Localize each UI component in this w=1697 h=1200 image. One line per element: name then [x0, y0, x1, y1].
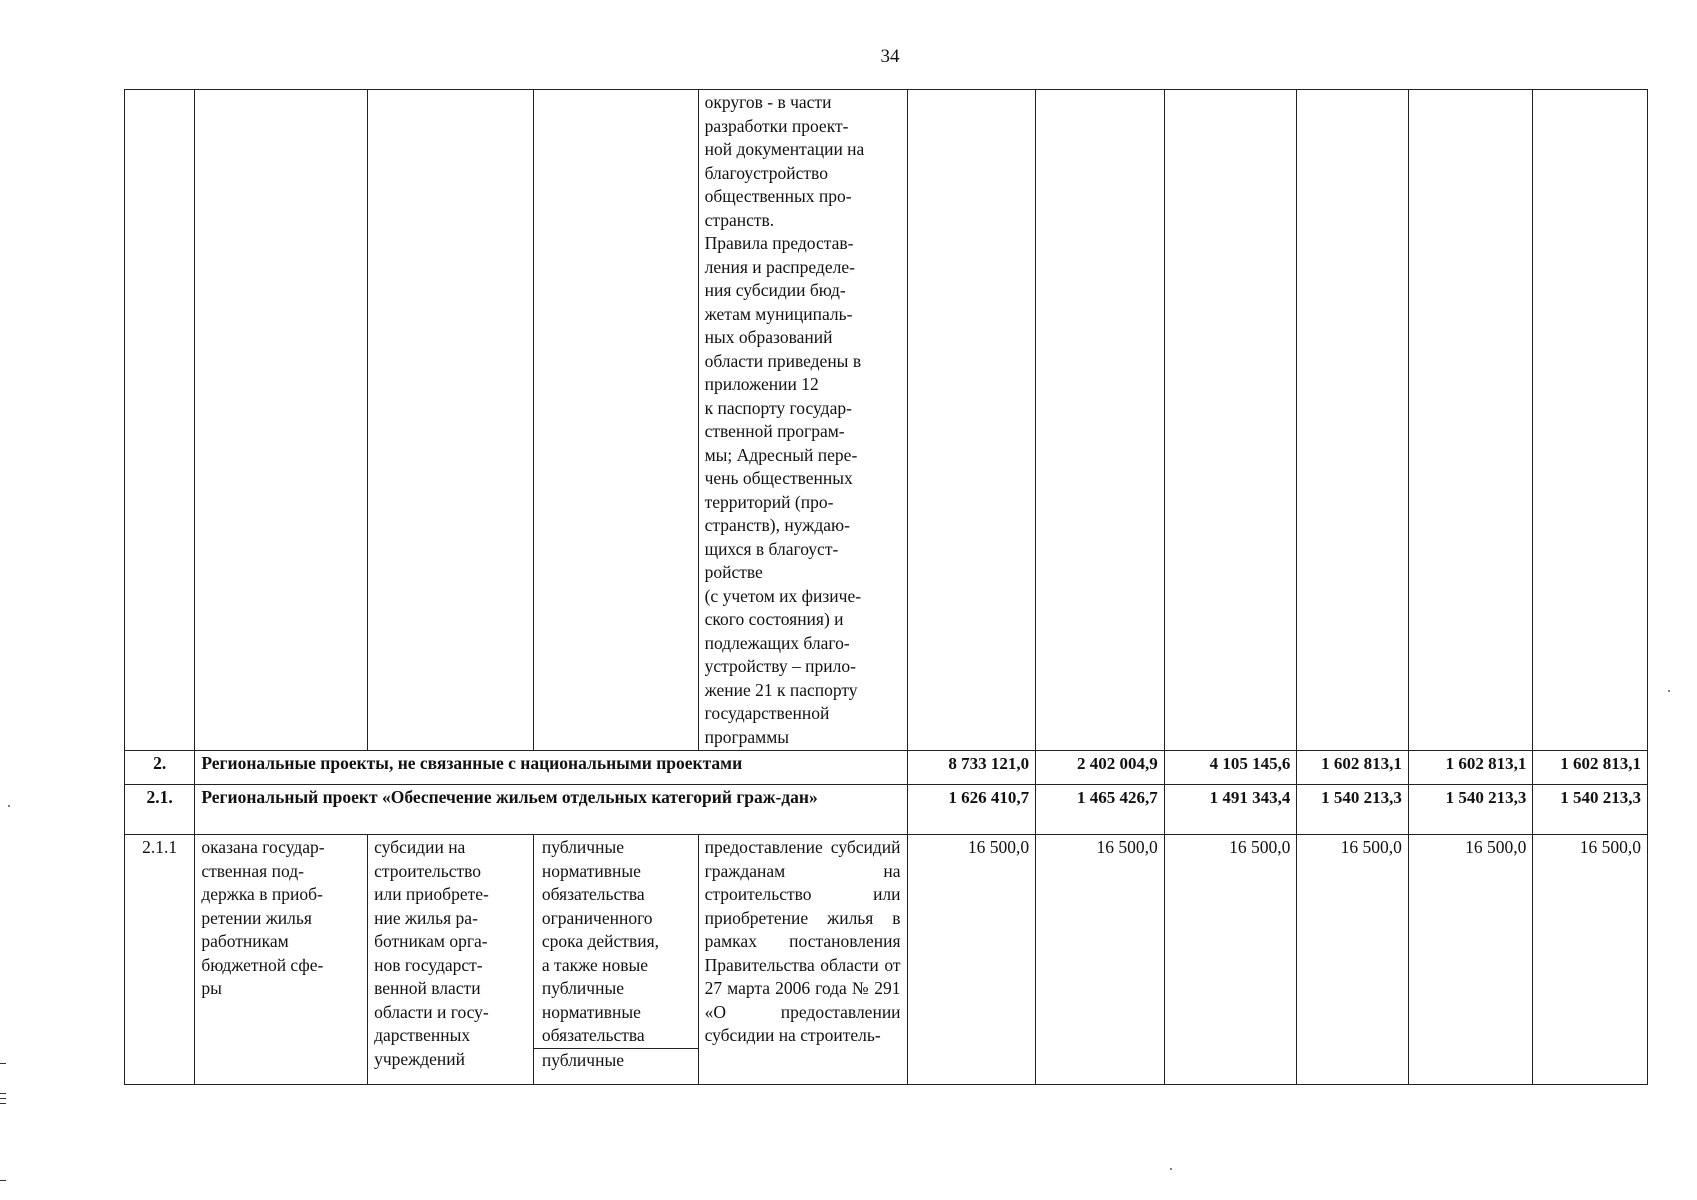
value-cell: 1 540 213,3 [1533, 785, 1648, 835]
value-cell: 2 402 004,9 [1036, 751, 1165, 785]
value-cell: 1 540 213,3 [1297, 785, 1409, 835]
value-cell: 16 500,0 [1408, 835, 1533, 1085]
obligation-bottom: публичные [541, 1049, 624, 1070]
value-cell: 16 500,0 [1164, 835, 1297, 1085]
value-cell [1408, 90, 1533, 751]
table-row-2 [125, 751, 1648, 785]
scan-speck [1170, 1168, 1172, 1170]
description-cell: округов - в части разработки проект- ной документации на благоустройство общественных про- странств. Правила предостав- ления и распределе- ния субсидии бюд- жетам муниципаль- ных образований области приведены в приложении 12 к паспорту государ- ственной програм- мы; Адресный пере- чень общественных территорий (про- странств), нуждаю- щихся в благоуст- ройстве (с учетом их физиче- ского состояния) и подлежащих благо- устройству – прило- жение 21 к паспорту государственной программы [698, 90, 907, 751]
value-cell [907, 90, 1036, 751]
value-cell: 1 626 410,7 [907, 785, 1036, 835]
value-cell: 1 465 426,7 [1036, 785, 1165, 835]
scan-margin-mark [0, 1098, 6, 1099]
value-cell: 8 733 121,0 [907, 751, 1036, 785]
budget-table [124, 89, 1648, 1085]
row-title: Региональный проект «Обеспечение жильем отдельных категорий граж-дан» [195, 785, 907, 835]
table-row-2-1-1 [125, 835, 1648, 1085]
value-cell: 16 500,0 [907, 835, 1036, 1085]
value-cell [1297, 90, 1409, 751]
row-index: 2.1.1 [125, 835, 195, 1085]
result-cell [195, 90, 368, 751]
result-cell: оказана государ- ственная под- держка в приоб- ретении жилья работникам бюджетной сфе- ры [195, 835, 368, 1085]
value-cell: 1 602 813,1 [1533, 751, 1648, 785]
value-cell: 16 500,0 [1036, 835, 1165, 1085]
value-cell: 16 500,0 [1533, 835, 1648, 1085]
scan-margin-mark [0, 1180, 6, 1181]
scan-margin-mark [0, 1063, 6, 1064]
row-index: 2. [125, 751, 195, 785]
value-cell: 4 105 145,6 [1164, 751, 1297, 785]
measure-cell [368, 90, 534, 751]
description-cell: предоставление субсидий гражданам на строительство или приобретение жилья в рамках постановления Правительства области от 27 марта 2006 года № 291 «О предоставлении субсидии на строитель- [698, 835, 907, 1085]
index-cell [125, 90, 195, 751]
measure-cell: субсидии на строительство или приобрете- ние жилья ра- ботникам орга- нов государст- венной власти области и госу- дарственных учреждений [368, 835, 534, 1085]
row-index: 2.1. [125, 785, 195, 835]
obligation-cell [533, 90, 698, 751]
scan-margin-mark [0, 1093, 6, 1094]
scan-speck [1668, 690, 1670, 692]
value-cell [1164, 90, 1297, 751]
scan-margin-mark [0, 1103, 6, 1104]
value-cell: 1 602 813,1 [1297, 751, 1409, 785]
scan-speck [8, 805, 10, 807]
value-cell [1036, 90, 1165, 751]
obligation-cell [533, 835, 698, 1085]
page-number: 34 [880, 46, 900, 67]
value-cell [1533, 90, 1648, 751]
value-cell: 1 602 813,1 [1408, 751, 1533, 785]
value-cell: 1 491 343,4 [1164, 785, 1297, 835]
row-title: Региональные проекты, не связанные с национальными проектами [195, 751, 907, 785]
table-row-2-1 [125, 785, 1648, 835]
table-row-continuation [125, 90, 1648, 751]
value-cell: 16 500,0 [1297, 835, 1409, 1085]
value-cell: 1 540 213,3 [1408, 785, 1533, 835]
obligation-top: публичные нормативные обязательства ограниченного срока действия, а также новые публичные нормативные обязательства [534, 835, 698, 1049]
